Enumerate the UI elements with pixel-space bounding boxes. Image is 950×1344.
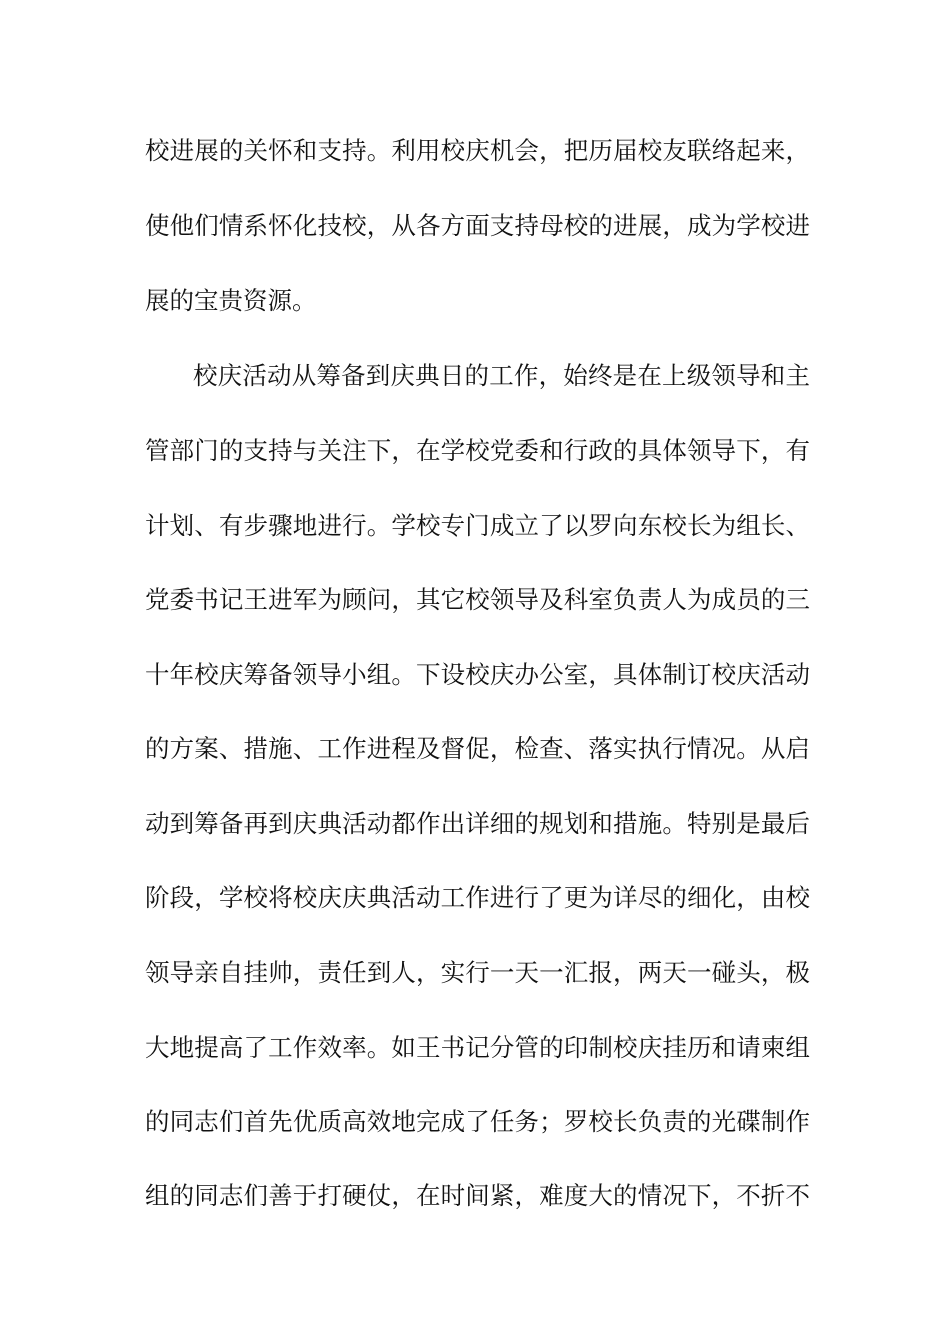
paragraph-line: 党委书记王进军为顾问，其它校领导及科室负责人为成员的三 [145,585,810,614]
paragraph-line: 组的同志们善于打硬仗，在时间紧，难度大的情况下，不折不 [145,1181,810,1210]
paragraph-line: 校庆活动从筹备到庆典日的工作，始终是在上级领导和主 [193,361,810,390]
paragraph-line: 大地提高了工作效率。如王书记分管的印制校庆挂历和请柬组 [145,1033,810,1062]
paragraph-line: 校进展的关怀和支持。利用校庆机会，把历届校友联络起来， [145,136,810,165]
paragraph-line: 计划、有步骤地进行。学校专门成立了以罗向东校长为组长、 [145,511,810,540]
paragraph-line: 十年校庆筹备领导小组。下设校庆办公室，具体制订校庆活动 [145,660,810,689]
paragraph-line: 展的宝贵资源。 [145,286,317,315]
paragraph-line: 阶段，学校将校庆庆典活动工作进行了更为详尽的细化，由校 [145,883,810,912]
paragraph-line: 使他们情系怀化技校，从各方面支持母校的进展，成为学校进 [145,211,810,240]
paragraph-line: 动到筹备再到庆典活动都作出详细的规划和措施。特别是最后 [145,809,810,838]
paragraph-line: 领导亲自挂帅，责任到人，实行一天一汇报，两天一碰头，极 [145,958,810,987]
paragraph-line: 的同志们首先优质高效地完成了任务；罗校长负责的光碟制作 [145,1107,810,1136]
paragraph-line: 管部门的支持与关注下，在学校党委和行政的具体领导下，有 [145,436,810,465]
paragraph-line: 的方案、措施、工作进程及督促，检查、落实执行情况。从启 [145,734,810,763]
